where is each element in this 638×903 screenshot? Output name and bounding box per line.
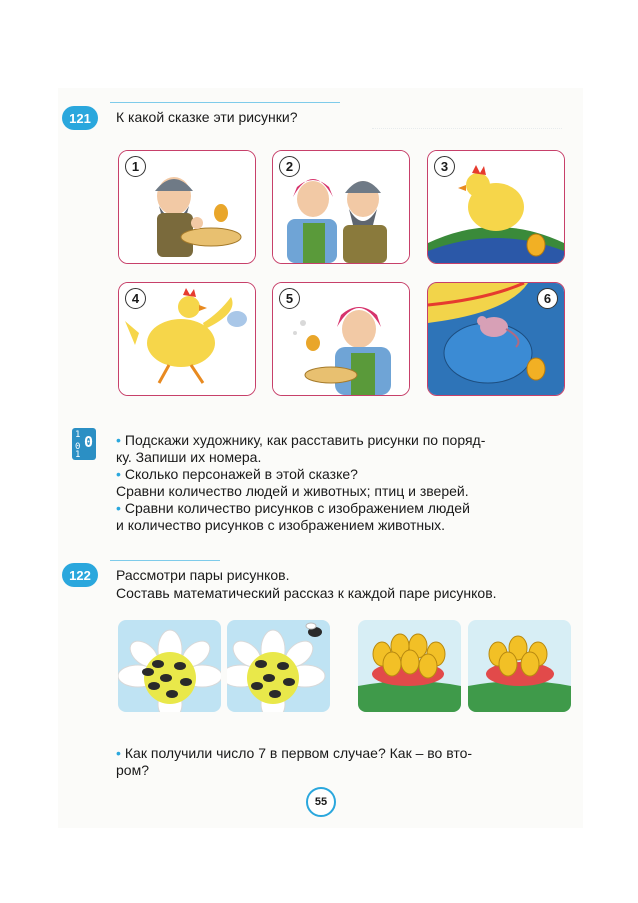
ex121-task-3-line-2: и количество рисунков с изображением животных.	[116, 517, 446, 533]
ex122-number-badge: 122	[62, 563, 98, 587]
pair-2-picture-b	[468, 620, 571, 712]
binary-digits-icon: 1 0 0 1	[72, 428, 96, 460]
golden-eggs-in-bowl-icon	[358, 620, 461, 712]
ex121-task-2-line-2: Сравни количество людей и животных; птиц и зверей.	[116, 483, 469, 499]
golden-eggs-in-bowl-fewer-icon	[468, 620, 571, 712]
bees-on-flower-plus-one-icon	[227, 620, 330, 712]
ex121-task-3-line-1: • Сравни количество рисунков с изображением людей	[116, 500, 470, 516]
ex121-question: К какой сказке эти рисунки?	[116, 109, 298, 125]
picture-5-number: 5	[279, 288, 300, 309]
picture-4	[118, 282, 256, 396]
ex121-rule	[110, 102, 340, 103]
ex122-rule	[110, 560, 220, 561]
pair-2-picture-a	[358, 620, 461, 712]
ex121-number-badge: 121	[62, 106, 98, 130]
ex122-instruction-line-1: Рассмотри пары рисунков.	[116, 567, 290, 583]
picture-1	[118, 150, 256, 264]
ex121-task-1-line-2: ку. Запиши их номера.	[116, 449, 262, 465]
picture-3-number: 3	[434, 156, 455, 177]
ex122-instruction-line-2: Составь математический рассказ к каждой паре рисунков.	[116, 585, 497, 601]
picture-5	[272, 282, 410, 396]
ex121-task-1-line-1: • Подскажи художнику, как расставить рисунки по поряд-	[116, 432, 486, 448]
bees-on-flower-icon	[118, 620, 221, 712]
picture-2	[272, 150, 410, 264]
picture-1-number: 1	[125, 156, 146, 177]
picture-6	[427, 282, 565, 396]
pair-1-picture-b	[227, 620, 330, 712]
picture-2-number: 2	[279, 156, 300, 177]
pair-1-picture-a	[118, 620, 221, 712]
ex122-question-line-1: • Как получили число 7 в первом случае? Как – во вто-	[116, 745, 473, 761]
ex122-question-line-2: ром?	[116, 762, 149, 778]
ex121-task-2-line-1: • Сколько персонажей в этой сказке?	[116, 466, 358, 482]
picture-6-number: 6	[537, 288, 558, 309]
picture-4-number: 4	[125, 288, 146, 309]
picture-3	[427, 150, 565, 264]
page-number: 55	[306, 787, 336, 817]
